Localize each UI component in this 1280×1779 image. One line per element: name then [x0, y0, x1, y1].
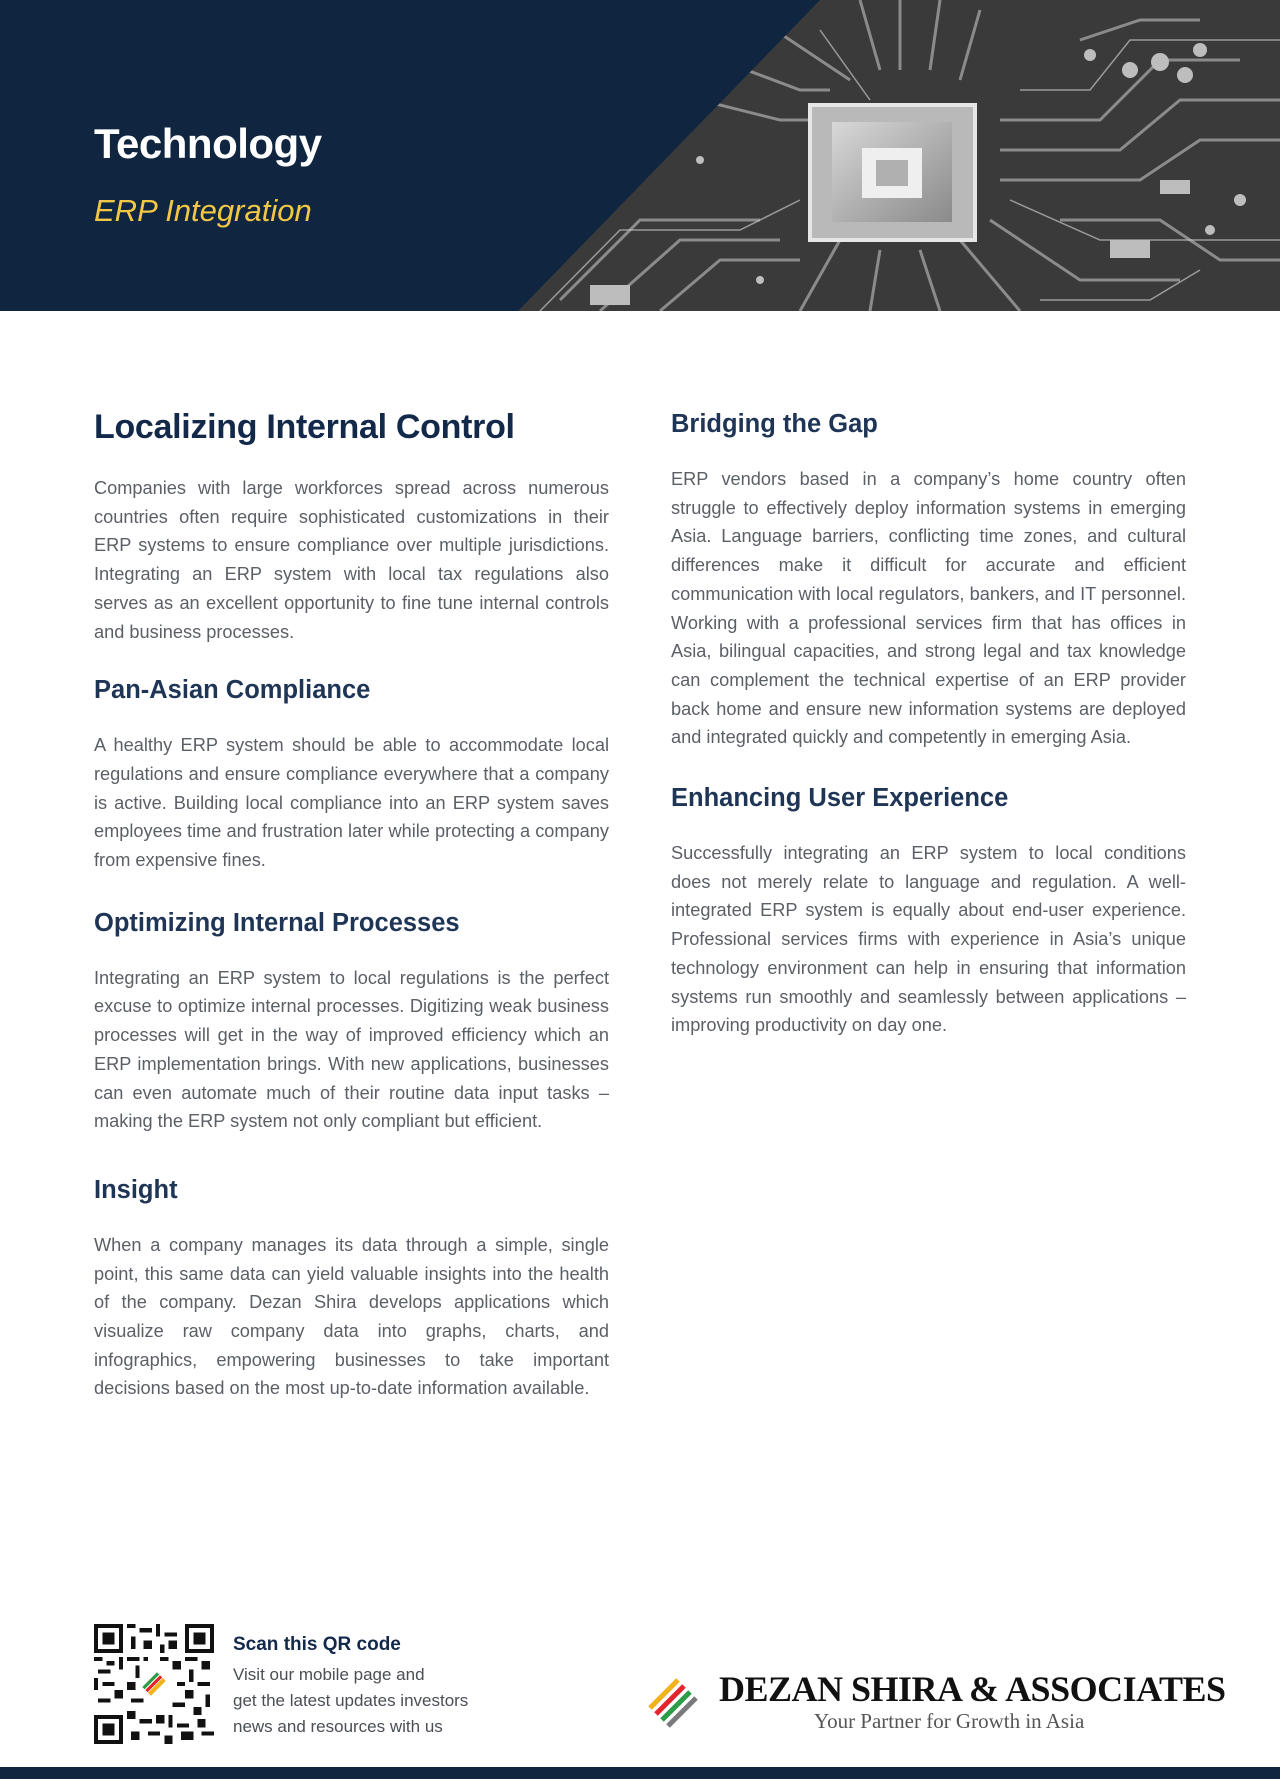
section-optimizing-internal-processes [94, 909, 609, 1136]
page-category-title: Technology [94, 120, 322, 167]
qr-callout [233, 1634, 468, 1740]
right-column [671, 400, 1186, 1040]
intro-paragraph: Companies with large workforces spread across numerous countries often require sophisticated customizations in their ERP systems to ensure compliance over multiple jurisdictions. Integrating an ERP system with local tax regulations also serves as an excellent opportunity to fine tune internal controls and business processes. [94, 478, 609, 642]
section-insight [94, 1176, 609, 1403]
section-heading: Pan-Asian Compliance [94, 676, 371, 705]
section-pan-asian-compliance [94, 676, 609, 875]
section-heading: Optimizing Internal Processes [94, 908, 460, 937]
section-enhancing-user-experience [671, 784, 1186, 1040]
section-body: Integrating an ERP system to local regulations is the perfect excuse to optimize internal processes. Digitizing weak business processes will get in the way of improved efficiency which an ERP implementation brings. With new applications, businesses can even automate much of their routine data input tasks – making the ERP system not only compliant but efficient. [94, 967, 609, 1132]
section-heading: Insight [94, 1175, 178, 1204]
left-column [94, 400, 609, 1403]
section-bridging-the-gap [671, 410, 1186, 752]
section-body: A healthy ERP system should be able to accommodate local regulations and ensure compliance everywhere that a company is active. Building local compliance into an ERP system saves employees time and frustration later while protecting a company from expensive fines. [94, 735, 609, 871]
qr-line: news and resources with us [233, 1717, 443, 1736]
section-heading: Bridging the Gap [671, 410, 878, 438]
company-logo-icon [648, 1672, 704, 1728]
qr-line: Visit our mobile page and [233, 1665, 425, 1684]
qr-line: get the latest updates investors [233, 1691, 469, 1710]
section-heading: Enhancing User Experience [671, 784, 1009, 813]
section-body: ERP vendors based in a company’s home country often struggle to effectively deploy information systems in emerging Asia. Language barriers, conflicting time zones, and cultural differences make it difficult for accurate and efficient communication with local regulators, bankers, and IT personnel. Working with a professional services firm that has offices in Asia, bilingual capacities, and strong legal and tax knowledge can complement the technical expertise of an ERP provider back home and ensure new information systems are deployed and integrated quickly and competently in emerging Asia. [671, 469, 1186, 748]
page-subtitle: ERP Integration [94, 193, 312, 228]
qr-title: Scan this QR code [233, 1634, 401, 1655]
section-body: Successfully integrating an ERP system to local conditions does not merely relate to language and regulation. A well-integrated ERP system is equally about end-user experience. Professional services firms with experience in Asia’s unique technology environment can help in ensuring that information systems run smoothly and seamlessly between applications – improving productivity on day one. [671, 843, 1186, 1036]
company-name: DEZAN SHIRA & ASSOCIATES [719, 1669, 1226, 1709]
company-tagline: Your Partner for Growth in Asia [814, 1709, 1085, 1733]
header-banner [0, 0, 1280, 311]
section-body: When a company manages its data through a simple, single point, this same data can yield valuable insights into the health of the company. Dezan Shira develops applications which visualize raw company data into graphs, charts, and infographics, empowering businesses to take important decisions based on the most up-to-date information available. [94, 1234, 609, 1399]
footer-bar [0, 1767, 1280, 1779]
main-heading: Localizing Internal Control [94, 408, 515, 446]
qr-code-icon[interactable] [94, 1624, 214, 1744]
